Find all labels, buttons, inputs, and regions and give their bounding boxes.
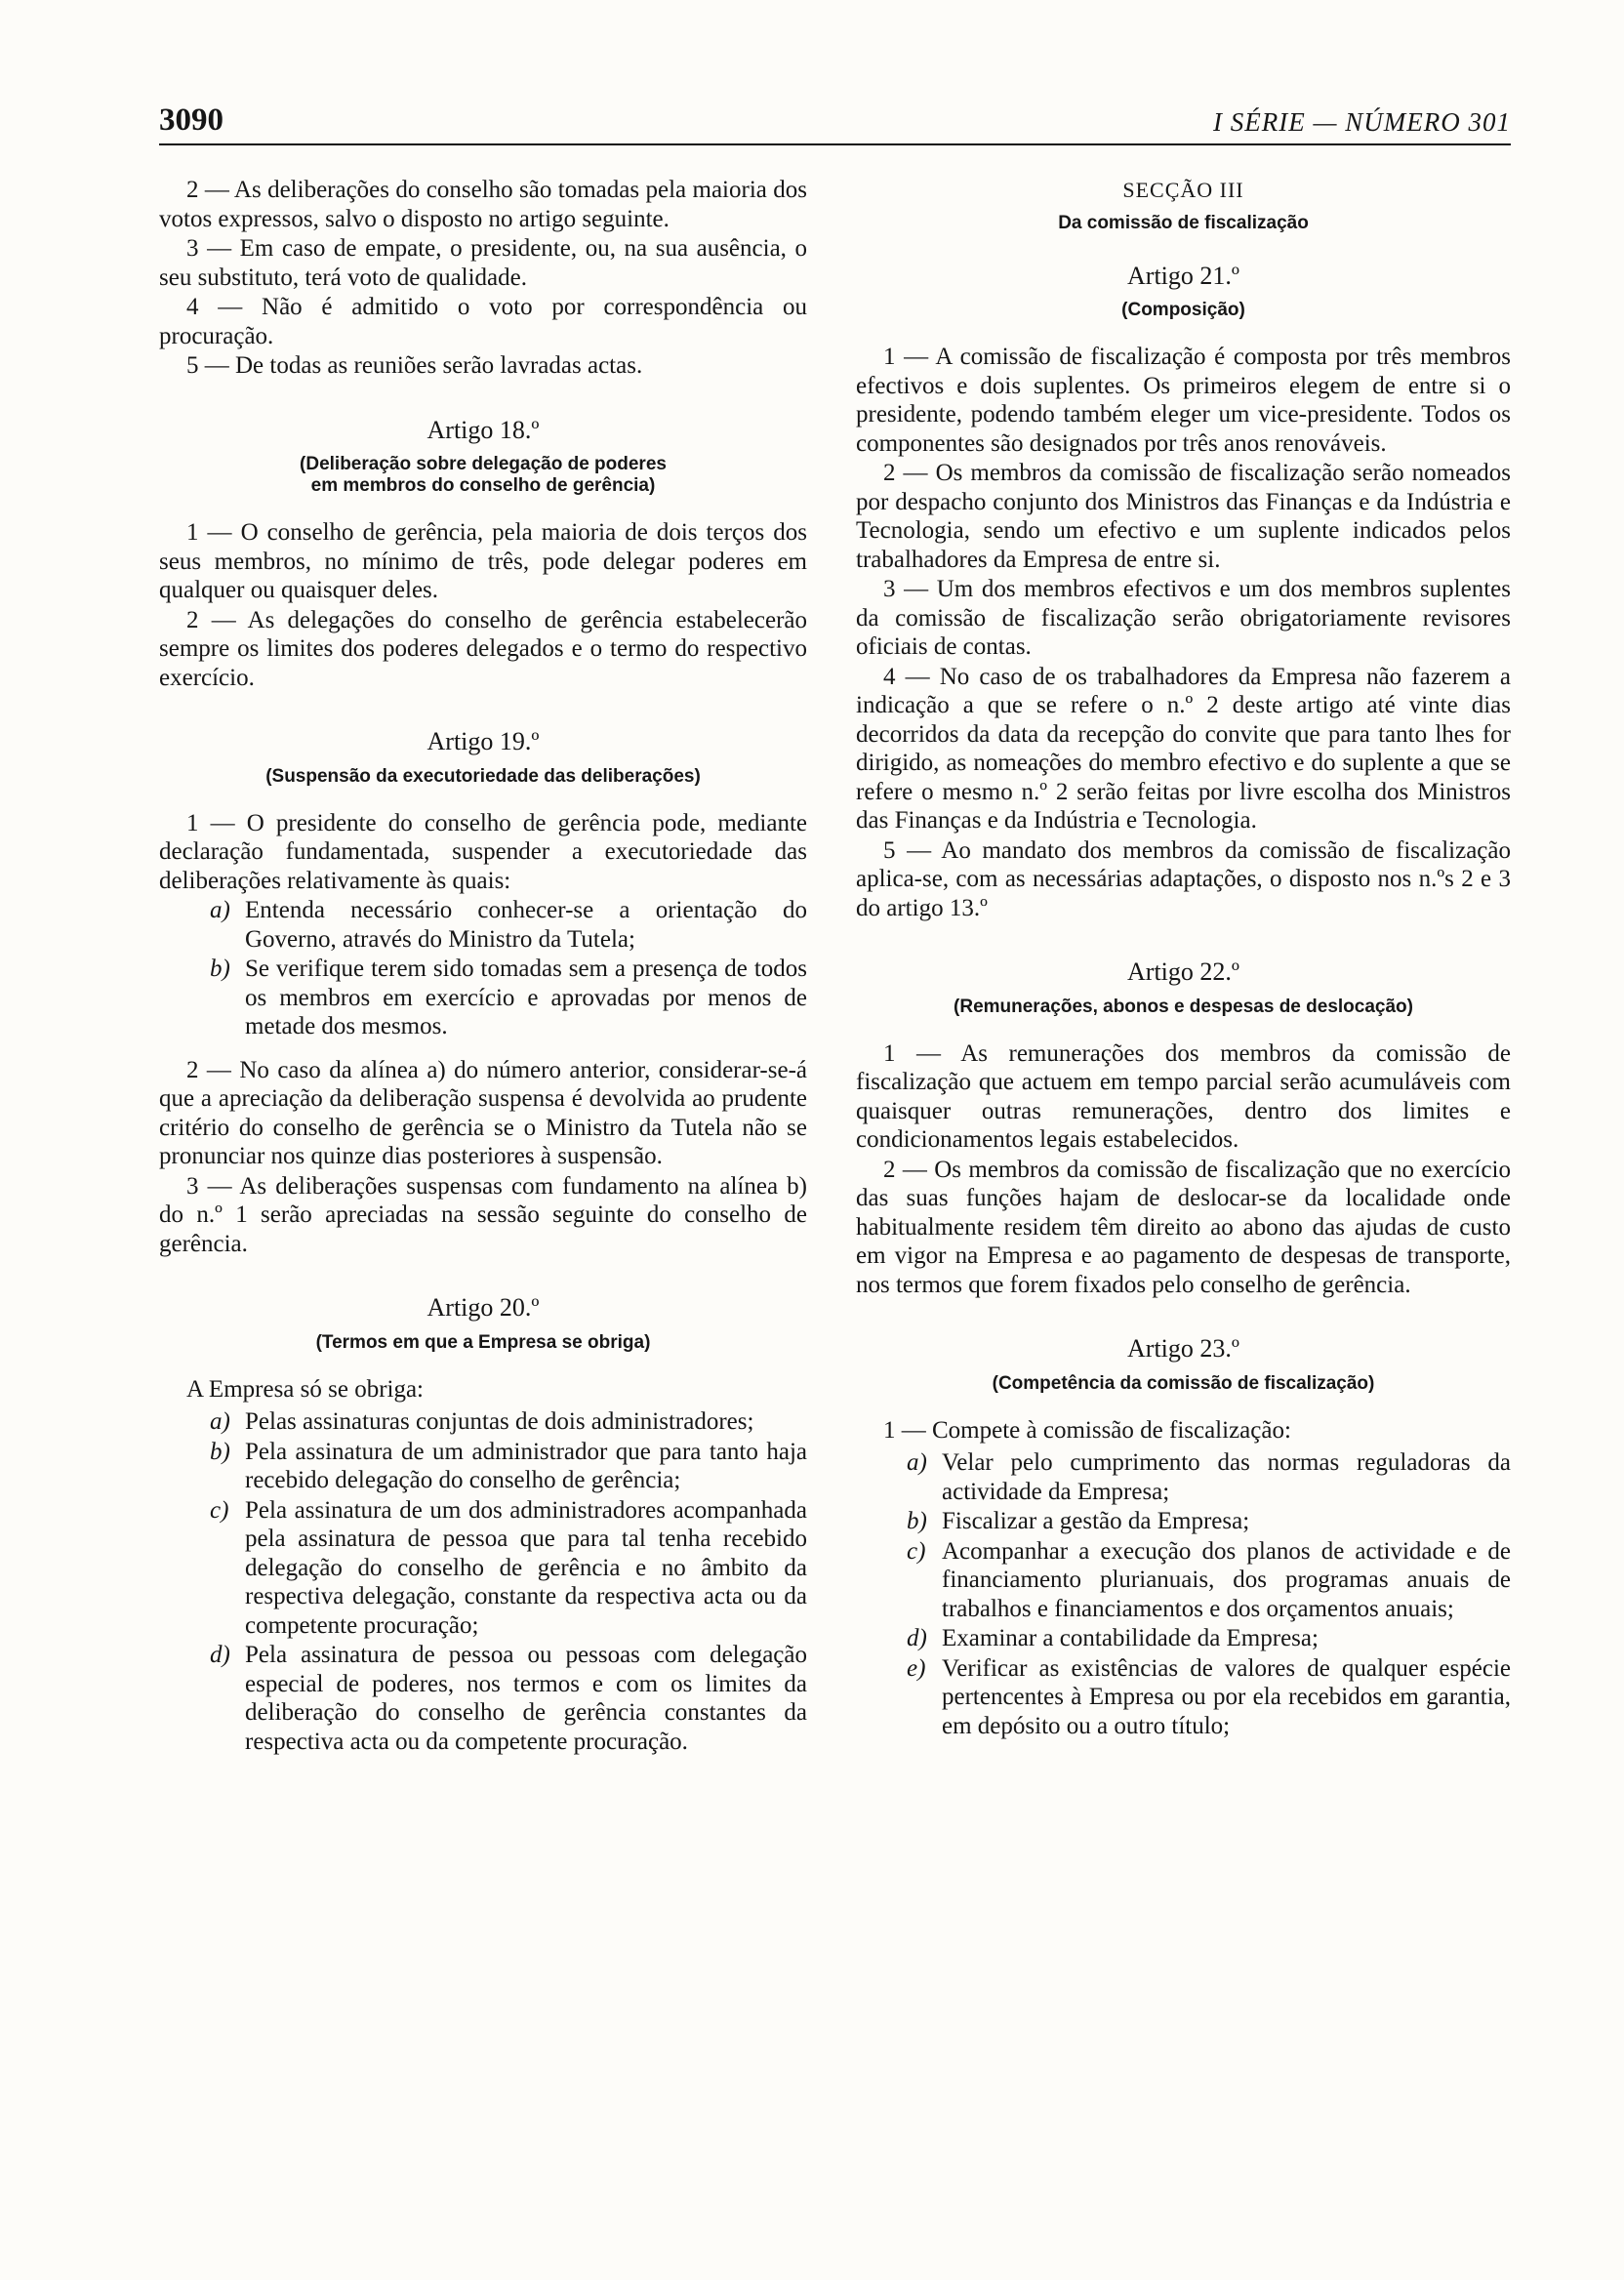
item-label: a) xyxy=(210,1408,230,1435)
item-label: b) xyxy=(210,1438,230,1465)
list-item xyxy=(856,1654,1511,1741)
paragraph: 1 — Compete à comissão de fiscalização: xyxy=(883,1416,1291,1444)
item-label: b) xyxy=(210,956,230,982)
paragraph: 2 — As deliberações do conselho são tomadas pela maioria dos votos expressos, salvo o disposto no artigo seguinte. xyxy=(159,177,807,232)
paragraph: 2 — As delegações do conselho de gerência estabelecerão sempre os limites dos poderes delegados e o termo do respectivo exercício. xyxy=(159,606,807,691)
list-item xyxy=(856,1448,1511,1506)
paragraph: 1 — As remunerações dos membros da comissão de fiscalização que actuem em tempo parcial serão acumuláveis com quaisquer outras remunerações, dentro dos limites e condicionamentos legais estabelecidos. xyxy=(856,1039,1511,1153)
list-item xyxy=(159,1641,807,1756)
right-column xyxy=(856,176,1511,1741)
article-title: (Remunerações, abonos e despesas de deslocação) xyxy=(954,996,1413,1017)
article-title: (Termos em que a Empresa se obriga) xyxy=(315,1331,651,1353)
article-heading: Artigo 20.º xyxy=(426,1293,540,1322)
article-heading: Artigo 22.º xyxy=(1127,957,1239,986)
paragraph: 3 — Em caso de empate, o presidente, ou, na sua ausência, o seu substituto, terá voto de qualidade. xyxy=(159,235,807,291)
paragraph: 5 — Ao mandato dos membros da comissão de fiscalização aplica-se, com as necessárias adaptações, o disposto nos n.ºs 2 e 3 do artigo 13.º xyxy=(856,836,1511,921)
paragraph: 4 — Não é admitido o voto por correspondência ou procuração. xyxy=(159,294,807,349)
item-text: Se verifique terem sido tomadas sem a presença de todos os membros em exercício e aprovadas por menos de metade dos mesmos. xyxy=(245,956,807,1039)
item-text: Fiscalizar a gestão da Empresa; xyxy=(942,1508,1250,1534)
page-number: 3090 xyxy=(159,102,223,138)
list-item xyxy=(159,1407,807,1437)
list-item xyxy=(159,955,807,1041)
paragraph: 4 — No caso de os trabalhadores da Empresa não fazerem a indicação a que se refere o n.º 2 deste artigo até vinte dias decorridos da data da recepção do convite que para tanto lhes for dirigido, as nomeações do membro efectivo e do suplente a que se refere o mesmo n.º 2 serão feitas por livre escolha dos Ministros das Finanças e da Indústria e Tecnologia. xyxy=(856,663,1511,834)
paragraph: 1 — A comissão de fiscalização é composta por três membros efectivos e dois suplentes. Os primeiros elegem de entre si o presidente, podendo também eleger um vice-presidente. Todos os componentes são designados por três anos renováveis. xyxy=(856,344,1511,457)
article-title: (Suspensão da executoriedade das deliberações) xyxy=(265,765,701,787)
item-text: Verificar as existências de valores de qualquer espécie pertencentes à Empresa ou por ela recebidos em garantia, em depósito ou a outro título; xyxy=(942,1654,1511,1739)
item-label: e) xyxy=(907,1654,926,1682)
item-text: Pelas assinaturas conjuntas de dois administradores; xyxy=(245,1408,754,1435)
item-label: a) xyxy=(210,897,230,923)
list-item xyxy=(159,1438,807,1495)
section-heading: SECÇÃO III xyxy=(1122,178,1244,202)
article-title: (Composição) xyxy=(1121,300,1245,320)
article-heading: Artigo 18.º xyxy=(426,415,540,444)
article-title-line: em membros do conselho de gerência) xyxy=(310,475,656,496)
series-number: I SÉRIE — NÚMERO 301 xyxy=(1213,107,1511,137)
item-text: Pela assinatura de um dos administradores acompanhada pela assinatura de pessoa que para tal tenha recebido delegação do conselho de gerência e no âmbito da respectiva delegação, constante da respectiva acta ou da competente procuração; xyxy=(245,1496,807,1639)
item-text: Acompanhar a execução dos planos de actividade e de financiamento plurianuais, dos programas anuais de trabalhos e financiamentos e dos orçamentos anuais; xyxy=(942,1537,1511,1622)
paragraph: 2 — Os membros da comissão de fiscalização serão nomeados por despacho conjunto dos Ministros das Finanças e da Indústria e Tecnologia, sendo um efectivo e um suplente indicados pelos trabalhadores da Empresa de entre si. xyxy=(856,460,1511,573)
article-title-line: (Deliberação sobre delegação de poderes xyxy=(300,454,667,474)
paragraph: 3 — As deliberações suspensas com fundamento na alínea b) do n.º 1 serão apreciadas na sessão seguinte do conselho de gerência. xyxy=(159,1172,807,1257)
item-text: Pela assinatura de pessoa ou pessoas com delegação especial de poderes, nos termos e com os limites da deliberação do conselho de gerência constantes da respectiva acta ou da competente procuração. xyxy=(245,1642,807,1755)
item-label: a) xyxy=(907,1449,927,1476)
list-item xyxy=(856,1537,1511,1624)
paragraph: A Empresa só se obriga: xyxy=(186,1375,425,1403)
article-heading: Artigo 23.º xyxy=(1127,1334,1239,1363)
item-label: d) xyxy=(210,1642,230,1668)
page-header xyxy=(159,101,1511,145)
section-title: Da comissão de fiscalização xyxy=(1058,212,1309,233)
list-item xyxy=(159,896,807,954)
item-label: c) xyxy=(907,1537,926,1565)
item-text: Velar pelo cumprimento das normas reguladoras da actividade da Empresa; xyxy=(942,1449,1511,1505)
list-item xyxy=(856,1507,1511,1536)
article-heading: Artigo 21.º xyxy=(1127,261,1239,290)
item-label: c) xyxy=(210,1496,229,1524)
article-title: (Competência da comissão de fiscalização) xyxy=(992,1372,1375,1394)
paragraph: 3 — Um dos membros efectivos e um dos membros suplentes da comissão de fiscalização serão obrigatoriamente revisores oficiais de contas. xyxy=(856,576,1511,660)
item-text: Pela assinatura de um administrador que para tanto haja recebido delegação do conselho de gerência; xyxy=(245,1438,807,1493)
article-heading: Artigo 19.º xyxy=(426,727,540,755)
paragraph: 5 — De todas as reuniões serão lavradas actas. xyxy=(186,352,643,379)
spacer xyxy=(159,1042,807,1056)
paragraph: 2 — No caso da alínea a) do número anterior, considerar-se-á que a apreciação da deliberação suspensa é devolvida ao prudente critério do conselho de gerência se o Ministro da Tutela não se pronunciar nos quinze dias posteriores à suspensão. xyxy=(159,1056,807,1169)
left-column xyxy=(159,176,807,1757)
paragraph: 2 — Os membros da comissão de fiscalização que no exercício das suas funções hajam de deslocar-se da localidade onde habitualmente residem têm direito ao abono das ajudas de custo em vigor na Empresa e ao pagamento de despesas de transporte, nos termos que forem fixados pelo conselho de gerência. xyxy=(856,1156,1511,1298)
item-text: Examinar a contabilidade da Empresa; xyxy=(942,1625,1319,1651)
list-item xyxy=(159,1496,807,1641)
paragraph: 1 — O presidente do conselho de gerência pode, mediante declaração fundamentada, suspender a executoriedade das deliberações relativamente às quais: xyxy=(159,809,807,894)
article-title xyxy=(159,454,807,497)
item-label: d) xyxy=(907,1625,927,1651)
item-text: Entenda necessário conhecer-se a orientação do Governo, através do Ministro da Tutela; xyxy=(245,897,807,953)
paragraph: 1 — O conselho de gerência, pela maioria de dois terços dos seus membros, no mínimo de três, pode delegar poderes em qualquer ou quaisquer deles. xyxy=(159,519,807,603)
item-label: b) xyxy=(907,1508,927,1534)
list-item xyxy=(856,1624,1511,1653)
